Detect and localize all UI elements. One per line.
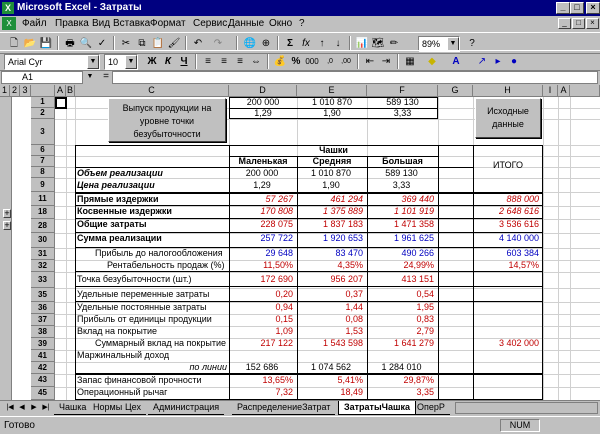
fill-color-icon[interactable]: ◆	[428, 56, 436, 67]
row-label[interactable]: Операционный рычаг	[77, 387, 168, 397]
row-header[interactable]: 2	[31, 108, 55, 119]
initial-data-button[interactable]: Исходные данные	[475, 98, 541, 138]
menu-format[interactable]: Формат	[150, 18, 186, 29]
value-cell[interactable]: 7,32	[275, 387, 293, 397]
spelling-icon[interactable]: ✓	[97, 38, 107, 49]
decrease-indent-icon[interactable]: ⇤	[365, 56, 375, 67]
copy-icon[interactable]: ⧉	[138, 38, 146, 49]
paste-icon[interactable]: 📋	[151, 38, 165, 49]
value-cell[interactable]: 5,41%	[337, 375, 363, 385]
sheet-tab[interactable]: РаспределениеЗатрат	[232, 401, 335, 415]
value-cell[interactable]: 0,08	[345, 314, 363, 324]
row-header[interactable]: 1	[31, 97, 55, 108]
row-header[interactable]: 33	[31, 272, 55, 288]
row-header[interactable]: 41	[31, 350, 55, 362]
column-header-c[interactable]: C	[75, 85, 229, 97]
value-cell[interactable]: 589 130	[385, 168, 418, 178]
save-icon[interactable]: 💾	[39, 38, 53, 49]
value-cell[interactable]: 1,29	[253, 180, 271, 190]
menu-edit[interactable]: Правка	[55, 18, 89, 29]
value-cell[interactable]: 490 266	[401, 248, 434, 258]
row-label[interactable]: Удельные постоянные затраты	[77, 302, 207, 312]
name-box-dropdown-icon[interactable]: ▼	[86, 73, 94, 80]
menu-file[interactable]: Файл	[22, 18, 47, 29]
value-cell[interactable]: 1 375 889	[322, 206, 363, 216]
value-cell[interactable]: 0,37	[345, 289, 363, 299]
value-cell[interactable]: 0,54	[416, 289, 434, 299]
column-header-g[interactable]: G	[438, 85, 473, 97]
row-label[interactable]: Удельные переменные затраты	[77, 289, 210, 299]
row-header[interactable]: 6	[31, 145, 55, 156]
print-preview-icon[interactable]: 🔍	[79, 38, 93, 49]
value-cell[interactable]: 1 920 653	[322, 233, 363, 243]
group-header[interactable]: Чашки	[319, 145, 348, 155]
column-header-a[interactable]: A	[55, 85, 66, 97]
menu-help[interactable]: ?	[299, 18, 305, 29]
row-label[interactable]: Точка безубыточности (шт.)	[77, 274, 192, 284]
cell-f1[interactable]: 589 130	[386, 97, 419, 107]
value-cell[interactable]: 1,09	[275, 326, 293, 336]
align-center-icon[interactable]: ≡	[221, 56, 227, 67]
italic-button[interactable]: К	[164, 56, 172, 67]
row-header[interactable]: 18	[31, 206, 55, 219]
outline-gutter	[0, 85, 12, 400]
zoom-select[interactable]: 89% ▼	[418, 36, 460, 52]
value-cell[interactable]: 413 151	[401, 274, 434, 284]
map-icon[interactable]: 🗺	[371, 38, 385, 49]
chart-wizard-icon[interactable]: 📊	[355, 38, 369, 49]
total-cell[interactable]: 3 402 000	[498, 338, 539, 348]
open-icon[interactable]: 📂	[23, 38, 37, 49]
first-sheet-icon[interactable]: |◀	[6, 404, 14, 411]
sort-ascending-icon[interactable]: ↑	[319, 38, 325, 49]
increase-indent-icon[interactable]: ⇥	[381, 56, 391, 67]
row-header[interactable]: 30	[31, 233, 55, 248]
redo-icon[interactable]: ↷	[213, 38, 223, 49]
outline-level-1-button[interactable]: 1	[0, 85, 10, 97]
sheet-tab[interactable]: Чашка	[54, 401, 91, 415]
sheet-tab[interactable]: Нормы	[88, 401, 127, 415]
next-sheet-icon[interactable]: ▶	[31, 404, 37, 411]
prev-sheet-icon[interactable]: ◀	[19, 404, 25, 411]
row-header[interactable]: 28	[31, 219, 55, 233]
value-cell[interactable]: 4,35%	[337, 260, 363, 270]
status-bar	[0, 416, 600, 434]
value-cell[interactable]: 57 267	[265, 194, 293, 204]
worksheet-grid[interactable]	[0, 85, 600, 400]
sheet-tabs-bar	[0, 400, 600, 415]
autosum-icon[interactable]: Σ	[286, 38, 293, 49]
select-all-corner[interactable]	[31, 85, 55, 97]
cell-d1[interactable]: 200 000	[246, 97, 280, 107]
cell-e1[interactable]: 1 010 870	[311, 97, 353, 107]
value-cell[interactable]: 200 000	[245, 168, 279, 178]
value-cell[interactable]: 18,49	[340, 387, 363, 397]
window-title: Microsoft Excel - Затраты	[17, 2, 142, 13]
value-cell[interactable]: 170 808	[260, 206, 293, 216]
col-header-medium[interactable]: Средняя	[312, 156, 352, 166]
row-header[interactable]: 43	[31, 374, 55, 387]
value-cell[interactable]: 1 284 010	[381, 362, 422, 372]
last-sheet-icon[interactable]: ▶|	[42, 404, 50, 411]
currency-icon[interactable]: 💰	[273, 56, 287, 67]
bold-button[interactable]: Ж	[147, 56, 157, 67]
row-label[interactable]: по линии	[189, 362, 227, 372]
row-header[interactable]: 38	[31, 326, 55, 338]
arrow-icon[interactable]: ↗	[477, 56, 487, 67]
value-cell[interactable]: 29 648	[265, 248, 293, 258]
status-ready: Готово	[4, 420, 35, 431]
row-label[interactable]: Прибыль от единицы продукции	[77, 314, 212, 324]
value-cell[interactable]: 257 722	[260, 233, 293, 243]
sheet-tab-active[interactable]: ЗатратыЧашка	[338, 401, 416, 415]
row-header[interactable]: 37	[31, 314, 55, 326]
row-header[interactable]: 42	[31, 362, 55, 374]
hyperlink-icon[interactable]: 🌐	[243, 38, 257, 49]
outline-level-3-button[interactable]: 3	[20, 85, 31, 97]
value-cell[interactable]: 29,87%	[403, 375, 434, 385]
comma-style-icon[interactable]: 000	[305, 57, 319, 66]
row-label[interactable]: Объем реализации	[77, 168, 163, 178]
value-cell[interactable]: 2,79	[416, 326, 434, 336]
total-cell[interactable]: 888 000	[506, 194, 539, 204]
undo-icon[interactable]: ↶	[193, 38, 203, 49]
num-lock-indicator: NUM	[500, 419, 540, 432]
value-cell[interactable]: 13,65%	[262, 375, 293, 385]
row-label[interactable]: Рентабельность продаж (%)	[107, 260, 225, 270]
value-cell[interactable]: 956 207	[330, 274, 363, 284]
value-cell[interactable]: 0,20	[275, 289, 293, 299]
align-right-icon[interactable]: ≡	[237, 56, 243, 67]
borders-icon[interactable]: ▦	[405, 56, 415, 67]
row-header[interactable]: 7	[31, 156, 55, 167]
value-cell[interactable]: 3,35	[416, 387, 434, 397]
web-toolbar-icon[interactable]: ⊕	[261, 38, 271, 49]
value-cell[interactable]: 0,94	[275, 302, 293, 312]
row-label[interactable]: Сумма реализации	[77, 233, 162, 243]
formula-input[interactable]	[112, 71, 598, 84]
row-header[interactable]: 9	[31, 178, 55, 192]
row-label[interactable]: Цена реализации	[77, 180, 155, 190]
outline-expand-icon[interactable]: +	[4, 220, 10, 230]
row-header[interactable]: 8	[31, 167, 55, 178]
column-header-j[interactable]: A	[558, 85, 570, 97]
font-size-select[interactable]: 10 ▼	[104, 54, 138, 70]
total-cell[interactable]: 4 140 000	[498, 233, 539, 243]
doc-close-button[interactable]: ×	[586, 18, 599, 29]
column-header-i[interactable]: I	[543, 85, 558, 97]
value-cell[interactable]: 1 837 183	[322, 219, 363, 229]
row-header[interactable]: 3	[31, 119, 55, 145]
new-icon[interactable]: 🗋	[9, 38, 19, 49]
decrease-decimal-icon[interactable]: ,00	[341, 58, 351, 65]
value-cell[interactable]: 83 470	[335, 248, 363, 258]
value-cell[interactable]: 1,90	[322, 180, 340, 190]
sort-descending-icon[interactable]: ↓	[335, 38, 341, 49]
row-header[interactable]: 35	[31, 288, 55, 302]
value-cell[interactable]: 461 294	[330, 194, 363, 204]
formula-equals[interactable]: =	[103, 71, 109, 82]
align-left-icon[interactable]: ≡	[205, 56, 211, 67]
row-header[interactable]: 31	[31, 248, 55, 260]
close-button[interactable]: ×	[586, 2, 600, 14]
row-label[interactable]: Прямые издержки	[77, 194, 159, 204]
value-cell[interactable]: 1 010 870	[310, 168, 352, 178]
row-label[interactable]: Маржинальный доход	[77, 350, 170, 360]
value-cell[interactable]: 11,50%	[263, 260, 293, 270]
value-cell[interactable]: 0,15	[275, 314, 293, 324]
column-header-e[interactable]: E	[297, 85, 367, 97]
column-header-h[interactable]: H	[473, 85, 543, 97]
increase-decimal-icon[interactable]: ,0	[327, 58, 333, 65]
outline-expand-icon[interactable]: +	[4, 208, 10, 218]
cell-e2[interactable]: 1,90	[323, 108, 341, 118]
excel-app-icon[interactable]: X	[2, 2, 14, 14]
record-icon[interactable]: ●	[510, 56, 518, 67]
menu-bar	[0, 16, 600, 32]
value-cell[interactable]: 172 690	[260, 274, 293, 284]
format-painter-icon[interactable]: 🖌	[167, 38, 181, 49]
underline-button[interactable]: Ч	[180, 56, 188, 67]
doc-restore-button[interactable]: □	[572, 18, 585, 29]
value-cell[interactable]: 1 074 562	[310, 362, 352, 372]
horizontal-scrollbar[interactable]	[455, 402, 598, 414]
row-label[interactable]: Косвенные издержки	[77, 206, 172, 216]
sheet-tab[interactable]: Администрация	[148, 401, 224, 415]
menu-data[interactable]: Данные	[228, 18, 265, 29]
row-label[interactable]: Общие затраты	[77, 219, 147, 229]
print-icon[interactable]: 🖶	[65, 38, 75, 49]
value-cell[interactable]: 3,33	[392, 180, 411, 190]
name-box[interactable]: A1	[1, 71, 83, 84]
menu-tools[interactable]: Сервис	[193, 18, 228, 29]
cell-f2[interactable]: 3,33	[393, 108, 412, 118]
cut-icon[interactable]: ✂	[121, 38, 131, 49]
value-cell[interactable]: 228 075	[260, 219, 293, 229]
formula-bar	[0, 70, 600, 85]
total-cell[interactable]: 3 536 616	[498, 219, 539, 229]
sheet-tab[interactable]: ОперР	[412, 401, 450, 415]
total-cell[interactable]: 2 648 616	[498, 206, 539, 216]
drawing-icon[interactable]: ✏	[389, 38, 399, 49]
workbook-icon[interactable]: X	[2, 17, 16, 30]
cell-d2[interactable]: 1,29	[254, 108, 272, 118]
outline-level-2-button[interactable]: 2	[10, 85, 20, 97]
row-header[interactable]: 32	[31, 260, 55, 272]
menu-view[interactable]: Вид	[92, 18, 111, 29]
value-cell[interactable]: 1,44	[345, 302, 363, 312]
col-header-large[interactable]: Большая	[382, 156, 423, 166]
row-label[interactable]: Прибыль до налогообложения	[95, 248, 223, 258]
row-label[interactable]: Суммарный вклад на покрытие	[95, 338, 227, 348]
value-cell[interactable]: 1 641 279	[393, 338, 434, 348]
formatting-toolbar	[0, 50, 600, 71]
office-assistant-icon[interactable]: ?	[469, 38, 475, 49]
value-cell[interactable]: 369 440	[401, 194, 434, 204]
font-color-icon[interactable]: A	[452, 56, 460, 67]
total-header[interactable]: ИТОГО	[493, 160, 523, 170]
break-even-output-button[interactable]: Выпуск продукции на уровне точки безубыточности	[108, 98, 226, 142]
value-cell[interactable]: 1 471 358	[393, 219, 434, 229]
column-header-d[interactable]: D	[229, 85, 297, 97]
row-header[interactable]: 39	[31, 338, 55, 350]
value-cell[interactable]: 1 101 919	[393, 206, 434, 216]
value-cell[interactable]: 0,83	[416, 314, 434, 324]
column-header-rest	[570, 85, 600, 97]
maximize-button[interactable]: □	[570, 2, 584, 14]
total-cell[interactable]: 14,57%	[508, 260, 539, 270]
menu-window[interactable]: Окно	[269, 18, 293, 29]
sheet-tab[interactable]: Цех	[120, 401, 146, 415]
value-cell[interactable]: 217 122	[260, 338, 293, 348]
function-icon[interactable]: fx	[302, 38, 310, 49]
row-header[interactable]: 11	[31, 192, 55, 206]
value-cell[interactable]: 1,53	[345, 326, 363, 336]
column-header-b[interactable]: B	[66, 85, 73, 95]
value-cell[interactable]: 24,99%	[403, 260, 434, 270]
col-header-small[interactable]: Маленькая	[238, 156, 288, 166]
value-cell[interactable]: 152 686	[245, 362, 279, 372]
merge-center-icon[interactable]: ⇔	[251, 56, 261, 67]
active-cell-a1[interactable]	[55, 97, 67, 109]
column-header-f[interactable]: F	[367, 85, 438, 97]
font-select[interactable]: Arial Cyr ▼	[4, 54, 100, 70]
minimize-button[interactable]: _	[556, 2, 570, 14]
row-header[interactable]: 36	[31, 302, 55, 314]
play-icon[interactable]: ▸	[495, 56, 501, 67]
value-cell[interactable]: 1,95	[416, 302, 434, 312]
title-bar	[0, 0, 600, 16]
percent-icon[interactable]: %	[291, 56, 301, 67]
menu-insert[interactable]: Вставка	[113, 18, 151, 29]
value-cell[interactable]: 1 543 598	[322, 338, 363, 348]
row-header[interactable]: 45	[31, 387, 55, 400]
row-label[interactable]: Вклад на покрытие	[77, 326, 157, 336]
total-cell[interactable]: 603 384	[506, 248, 539, 258]
row-label[interactable]: Запас финансовой прочности	[77, 375, 202, 385]
doc-minimize-button[interactable]: _	[558, 18, 571, 29]
value-cell[interactable]: 1 961 625	[393, 233, 434, 243]
